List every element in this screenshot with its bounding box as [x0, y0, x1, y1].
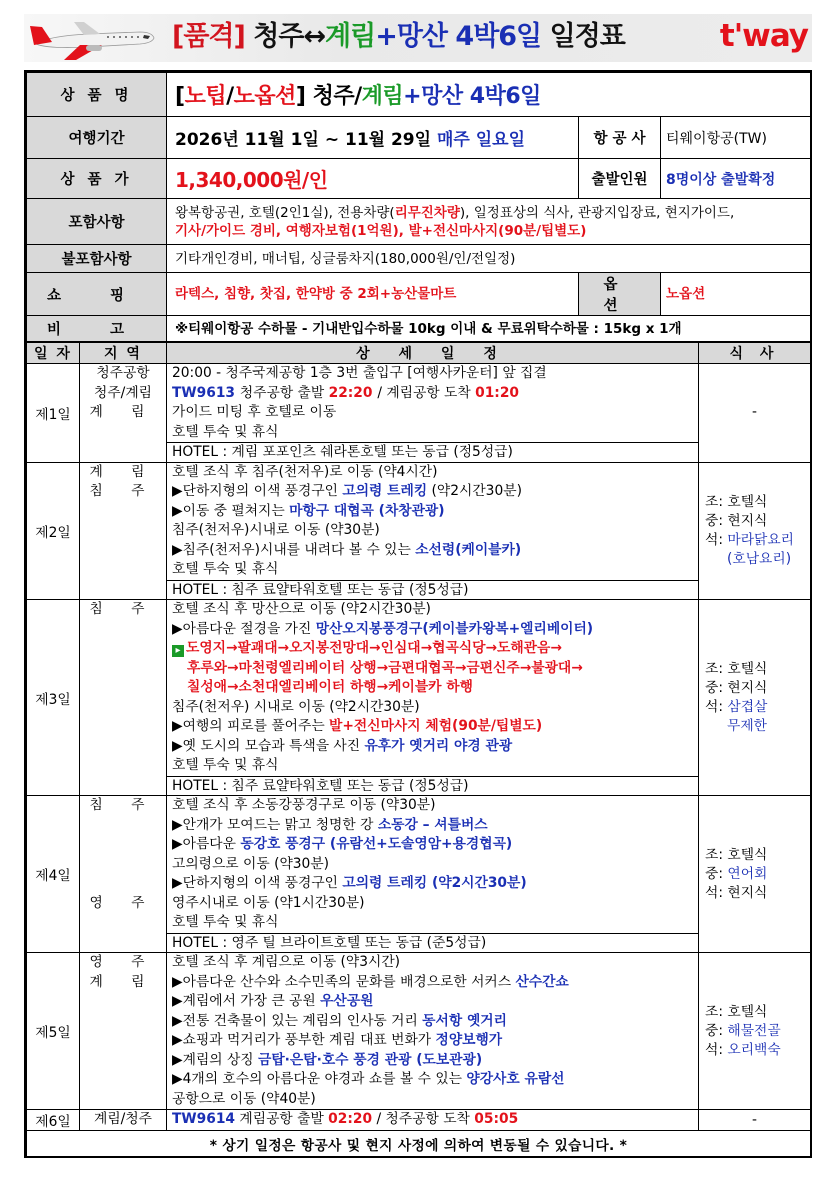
departure-label: 출발인원	[579, 159, 661, 199]
remark: ※티웨이항공 수하물 - 기내반입수하물 10kg 이내 & 무료위탁수하물 : 15kg x 1개	[167, 316, 811, 342]
day-row	[27, 364, 811, 463]
product-info-table	[26, 72, 811, 342]
price-label: 상 품 가	[27, 159, 167, 199]
hotel-line: HOTEL : 영주 틸 브라이트호텔 또는 동급 (준5성급)	[167, 933, 698, 953]
airline: 티웨이항공(TW)	[661, 117, 811, 159]
meal-cell: -	[699, 1110, 811, 1131]
option-label: 옵 션	[579, 273, 661, 316]
product-name: [노팁/노옵션] 청주/계림+망산 4박6일	[167, 73, 811, 117]
meal-cell: -	[699, 364, 811, 463]
area-cell: 계 림 침 주	[80, 462, 167, 600]
footnote: * 상기 일정은 항공사 및 현지 사정에 의하여 변동될 수 있습니다. *	[27, 1131, 811, 1158]
shopping-items: 라텍스, 침향, 찻집, 한약방 중 2회+농산물마트	[167, 273, 579, 316]
detail-cell: 호텔 조식 후 망산으로 이동 (약2시간30분) ▶아름다운 절경을 가진 망산오지봉풍경구(케이블카왕복+엘리베이터) ▸ 도영지→팔괘대→오지봉전망대→인심대→협곡식당→도해관음→ 후루와→마천령엘리베이터 상행→금편대협곡→금편신주→불광대→ 칠성애→소천대엘리베이터 하행→케이블카 하행 침주(천저우) 시내로 이동 (약2시간30분) ▶여행의 피로를 풀어주는 발+전신마사지 체험(90분/팁별도) ▶옛 도시의 모습과 특색을 사진 유후가 옛거리 야경 관광 호텔 투숙 및 휴식 HOTEL : 침주 료얄타워호텔 또는 동급 (정5성급)	[167, 600, 699, 796]
meal-cell: 조: 호텔식 중: 해물전골 석: 오리백숙	[699, 953, 811, 1110]
page-title: [품격] 청주↔계림+망산 4박6일 일정표	[172, 21, 625, 52]
detail-cell: TW9614 계림공항 출발 02:20 / 청주공항 도착 05:05	[167, 1110, 699, 1131]
detail-cell: 호텔 조식 후 계림으로 이동 (약3시간) ▶아름다운 산수와 소수민족의 문화를 배경으로한 서커스 산수간쇼 ▶계림에서 가장 큰 공원 우산공원 ▶전통 건축물이 있는 계림의 인사동 거리 동서항 옛거리 ▶쇼핑과 먹거리가 풍부한 계림 대표 번화가 정양보행가 ▶계림의 상징 금탑·은탑·호수 풍경 관광 (도보관광) ▶4개의 호수의 아름다운 야경과 쇼를 볼 수 있는 양강사호 유람선 공항으로 이동 (약40분)	[167, 953, 699, 1110]
area-cell: 청주공항 청주/계림 계 림	[80, 364, 167, 463]
area-cell: 계림/청주	[80, 1110, 167, 1131]
area-cell: 침 주 영 주	[80, 796, 167, 953]
col-meal: 식 사	[699, 343, 811, 364]
excluded-items: 기타개인경비, 매너팁, 싱글룸차지(180,000원/인/전일정)	[167, 245, 811, 273]
route-icon: ▸	[172, 645, 184, 657]
itinerary-document	[24, 70, 812, 1158]
included-label: 포함사항	[27, 199, 167, 245]
detail-cell: 호텔 조식 후 소동강풍경구로 이동 (약30분) ▶안개가 모여드는 맑고 청명한 강 소동강 – 셔틀버스 ▶아름다운 동강호 풍경구 (유람선+도솔영암+용경협곡) 고의령으로 이동 (약30분) ▶단하지형의 이색 풍경구인 고의령 트레킹 (약2시간30분) 영주시내로 이동 (약1시간30분) 호텔 투숙 및 휴식 HOTEL : 영주 틸 브라이트호텔 또는 동급 (준5성급)	[167, 796, 699, 953]
day-row	[27, 796, 811, 953]
day-label: 제1일	[27, 364, 80, 463]
option-value: 노옵션	[661, 273, 811, 316]
hotel-line: HOTEL : 계림 포포인츠 쉐라톤호텔 또는 동급 (정5성급)	[167, 442, 698, 462]
travel-period: 2026년 11월 1일 ~ 11월 29일 매주 일요일	[167, 117, 579, 159]
day-row	[27, 600, 811, 796]
tway-logo: t'way	[719, 18, 808, 54]
meal-cell: 조: 호텔식 중: 현지식 석: 마라닭요리 (호남요리)	[699, 462, 811, 600]
period-label: 여행기간	[27, 117, 167, 159]
hotel-line: HOTEL : 침주 료얄타워호텔 또는 동급 (정5성급)	[167, 776, 698, 796]
remark-label: 비 고	[27, 316, 167, 342]
airline-label: 항 공 사	[579, 117, 661, 159]
hotel-line: HOTEL : 침주 료얄타워호텔 또는 동급 (정5성급)	[167, 580, 698, 600]
departure-condition: 8명이상 출발확정	[661, 159, 811, 199]
day-label: 제3일	[27, 600, 80, 796]
area-cell: 침 주	[80, 600, 167, 796]
title-banner	[24, 14, 812, 62]
excluded-label: 불포함사항	[27, 245, 167, 273]
area-cell: 영 주 계 림	[80, 953, 167, 1110]
day-label: 제4일	[27, 796, 80, 953]
day-row	[27, 462, 811, 600]
day-label: 제5일	[27, 953, 80, 1110]
col-detail: 상 세 일 정	[167, 343, 699, 364]
day-row	[27, 1110, 811, 1131]
meal-cell: 조: 호텔식 중: 현지식 석: 삼겹살 무제한	[699, 600, 811, 796]
day-label: 제6일	[27, 1110, 80, 1131]
col-day: 일 자	[27, 343, 80, 364]
detail-cell: 호텔 조식 후 침주(천저우)로 이동 (약4시간) ▶단하지형의 이색 풍경구인 고의령 트레킹 (약2시간30분) ▶이동 중 펼쳐지는 마항구 대협곡 (차창관광) 침주(천저우)시내로 이동 (약30분) ▶침주(천저우)시내를 내려다 볼 수 있는 소선령(케이블카) 호텔 투숙 및 휴식 HOTEL : 침주 료얄타워호텔 또는 동급 (정5성급)	[167, 462, 699, 600]
meal-cell: 조: 호텔식 중: 연어회 석: 현지식	[699, 796, 811, 953]
detail-cell: 20:00 - 청주국제공항 1층 3번 출입구 [여행사카운터] 앞 집결 TW9613 청주공항 출발 22:20 / 계림공항 도착 01:20 가이드 미팅 후 호텔로 이동 호텔 투숙 및 휴식 HOTEL : 계림 포포인츠 쉐라톤호텔 또는 동급 (정5성급)	[167, 364, 699, 463]
shopping-label: 쇼 핑	[27, 273, 167, 316]
included-items: 왕복항공권, 호텔(2인1실), 전용차량(리무진차량), 일정표상의 식사, 관광지입장료, 현지가이드, 기사/가이드 경비, 여행자보험(1억원), 발+전신마사지(90분/팁별도)	[167, 199, 811, 245]
price: 1,340,000원/인	[167, 159, 579, 199]
day-label: 제2일	[27, 462, 80, 600]
itinerary-table	[26, 342, 811, 1158]
airplane-icon	[28, 18, 158, 62]
day-row	[27, 953, 811, 1110]
col-area: 지 역	[80, 343, 167, 364]
product-name-label: 상 품 명	[27, 73, 167, 117]
